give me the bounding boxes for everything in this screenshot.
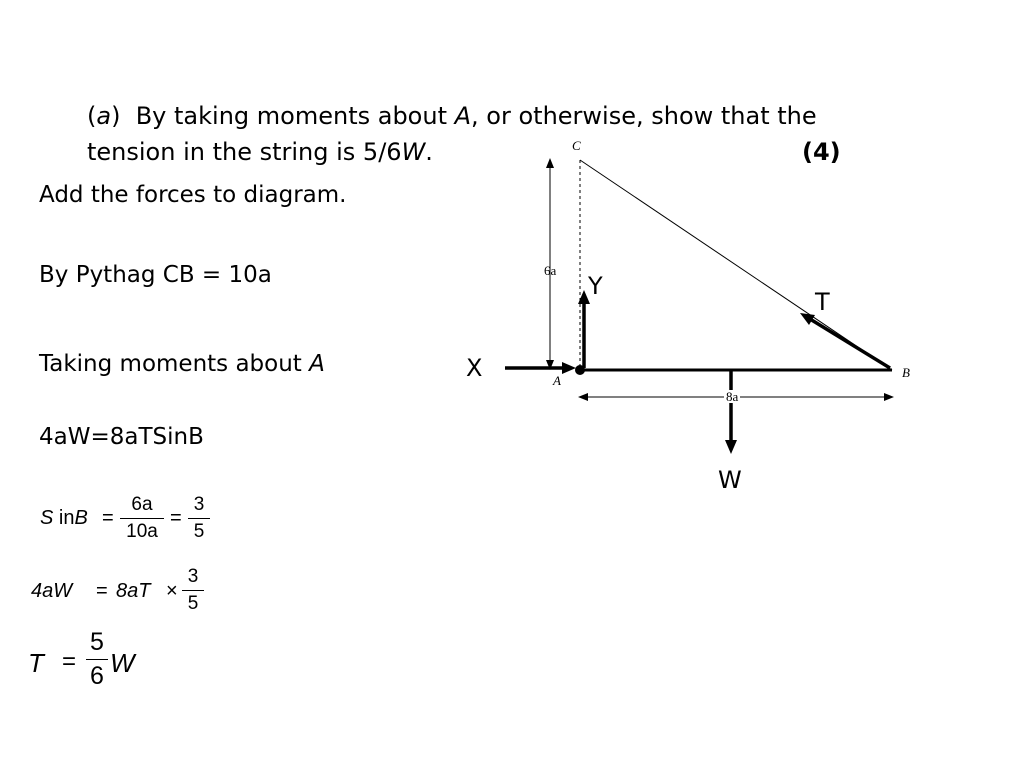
- sinb-s: S: [40, 507, 54, 529]
- question-var-w: W: [401, 138, 426, 166]
- question-point-a: A: [454, 102, 472, 130]
- question-line-1-post: , or otherwise, show that the: [471, 102, 817, 130]
- question-line-2-pre: tension in the string is 5/6: [87, 138, 402, 166]
- label-a: A: [553, 373, 561, 388]
- force-w-arrowhead: [725, 440, 737, 454]
- force-x-arrowhead: [562, 362, 576, 374]
- sinb-in: in: [58, 507, 75, 529]
- label-force-w: W: [718, 466, 742, 494]
- sinb-equals-2: =: [170, 507, 182, 529]
- result-lhs: T: [28, 648, 44, 678]
- label-force-x: X: [466, 354, 483, 382]
- moment-formula-lhs-text: 4aW: [31, 580, 73, 602]
- question-line-1-pre: By taking moments about: [135, 102, 455, 130]
- sinb-fraction-2-num: 3: [193, 494, 205, 515]
- label-dimension-6a: 6a: [544, 263, 557, 278]
- moment-formula-equals: =: [96, 580, 108, 602]
- sinb-fraction-1-num: 6a: [131, 494, 153, 515]
- add-forces-text: Add the forces to diagram.: [39, 182, 347, 208]
- sinb-fraction-1-den: 10a: [126, 521, 158, 542]
- question-part: a: [96, 102, 112, 130]
- string-cb: [580, 160, 892, 370]
- moments-text-pre: Taking moments about: [39, 351, 310, 377]
- label-force-y: Y: [588, 272, 603, 300]
- sinb-equals-1: =: [102, 507, 114, 529]
- moment-formula-times: ×: [166, 580, 178, 602]
- dimension-vertical-arrow-top: [546, 158, 554, 168]
- moment-equation-text: 4aW=8aTSinB: [39, 424, 204, 450]
- dimension-horizontal-arrow-left: [578, 393, 588, 401]
- moments-point-a: A: [309, 351, 325, 377]
- label-c: C: [572, 138, 581, 153]
- moment-formula-fraction-den: 5: [187, 593, 199, 614]
- question-marks: (4): [802, 138, 841, 166]
- label-force-t: T: [815, 288, 830, 316]
- result-equals: =: [62, 648, 77, 675]
- result-fraction-num: 5: [90, 628, 104, 656]
- dimension-horizontal-arrow-right: [884, 393, 894, 401]
- question-line-2-post: .: [425, 138, 433, 166]
- force-t-arrow: [810, 319, 890, 368]
- result-var-w: W: [110, 648, 135, 678]
- pythag-text: By Pythag CB = 10a: [39, 262, 272, 288]
- moment-formula-rhs: 8aT: [116, 580, 151, 602]
- result-fraction-den: 6: [90, 662, 104, 690]
- question-line-1: (a) By taking moments about A, or otherwise, show that the: [87, 102, 817, 130]
- label-b: B: [902, 365, 910, 380]
- moment-formula-fraction-num: 3: [187, 566, 199, 587]
- label-dimension-8a: 8a: [726, 389, 739, 404]
- sinb-b: B: [74, 507, 88, 529]
- sinb-fraction-2-den: 5: [193, 521, 205, 542]
